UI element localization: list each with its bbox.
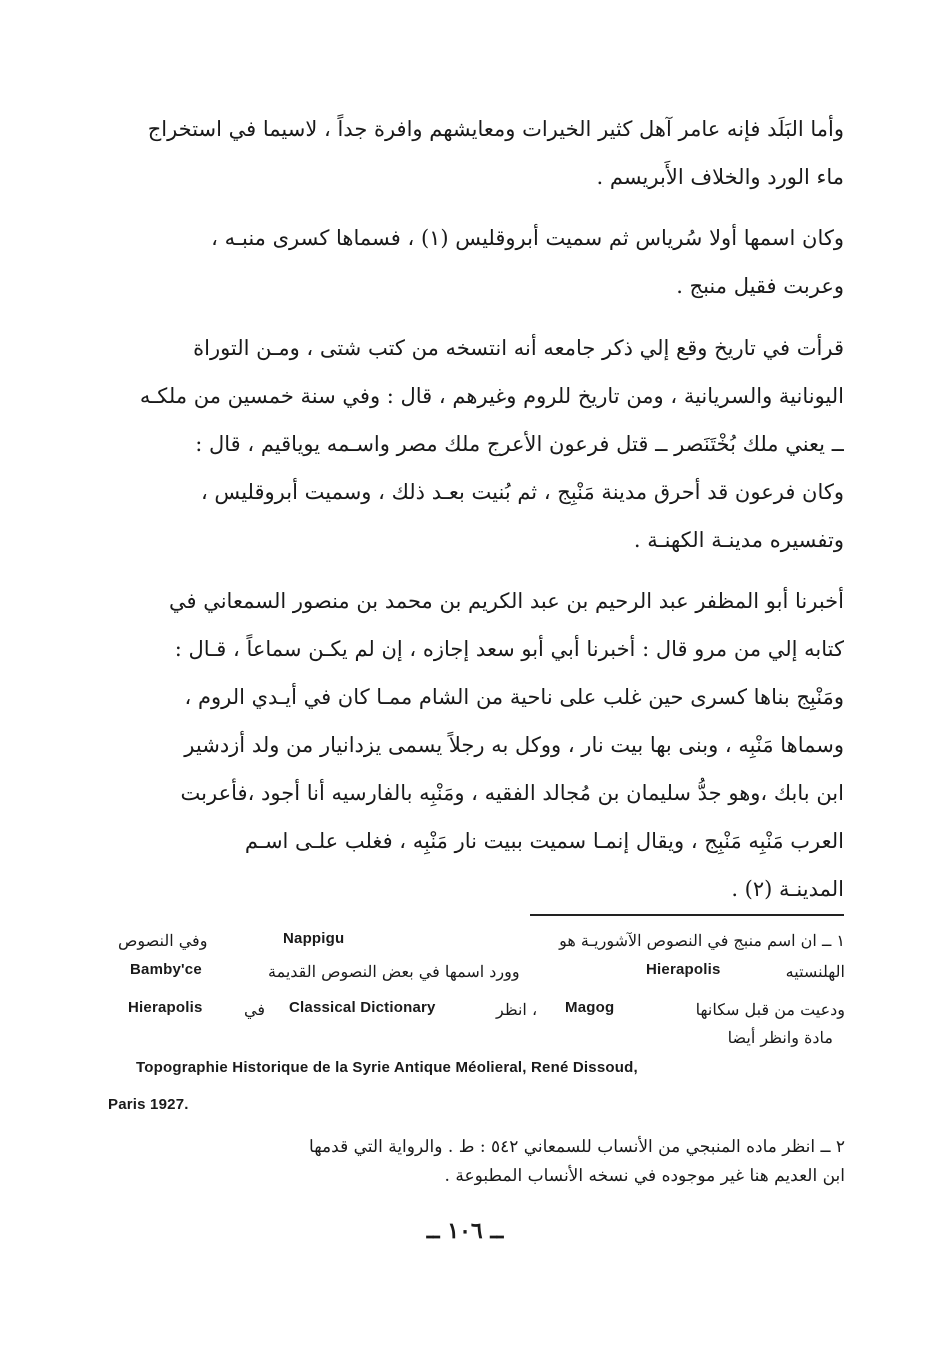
text-line: قرأت في تاريخ وقع إلي ذكر جامعه أنه انتسخه من كتب شتى ، ومـن التوراة: [193, 336, 844, 360]
page-number: ــ ١٠٦ ــ: [426, 1218, 504, 1244]
footnote-1-reference: Topographie Historique de la Syrie Antique Méolieral, René Dissoud,: [136, 1059, 638, 1076]
footnote-1-line-1-arabic-end: وفي النصوص: [118, 931, 208, 950]
text-line: ماء الورد والخلاف الأَبريسم .: [596, 165, 844, 189]
text-line: المدينـة (٢) .: [731, 877, 844, 901]
paragraph-2: [108, 214, 844, 310]
footnote-1-line-4-arabic: مادة وانظر أيضا: [727, 1028, 833, 1047]
text-line: وتفسيره مدينـة الكهنـة .: [633, 528, 844, 552]
footnote-1-term-nappigu: Nappigu: [283, 930, 345, 947]
text-line: كتابه إلي من مرو قال : أخبرنا أبي أبو سعد إجازه ، إن لم يكـن سماعاً ، قـال :: [174, 637, 844, 661]
text-line: اليونانية والسريانية ، ومن تاريخ للروم وغيرهم ، قال : وفي سنة خمسين من ملكـه: [139, 384, 844, 408]
text-line: أخبرنا أبو المظفر عبد الرحيم بن عبد الكريم بن محمد بن منصور السمعاني في: [168, 589, 844, 613]
footnote-2-line-1: ٢ ــ انظر ماده المنبجي من الأنساب للسمعاني ٥٤٢ : ط . والرواية التي قدمها: [309, 1137, 845, 1157]
footnote-2-line-2: ابن العديم هنا غير موجوده في نسخه الأنساب المطبوعة .: [444, 1166, 845, 1186]
footnote-1-line-3-arabic-in: في: [244, 1000, 265, 1019]
footnote-1-line-1-arabic: ١ ــ ان اسم منبج في النصوص الآشوريـة هو: [559, 931, 845, 950]
footnote-1-line-3-arabic-see: ، انظر: [496, 1000, 538, 1019]
text-line: ابن بابك ،وهو جدُّ سليمان بن مُجالد الفقيه ، ومَنْبِه بالفارسيه أنا أجود ،فأعربت: [180, 781, 844, 805]
footnote-1-term-classical-dictionary: Classical Dictionary: [289, 999, 436, 1016]
text-line: ــ يعني ملك بُخْتَنَصر ــ قتل فرعون الأعرج ملك مصر واسـمه يوياقيم ، قال :: [195, 432, 844, 456]
footnote-1-line-2-arabic-mid: وورد اسمها في بعض النصوص القديمة: [268, 962, 520, 981]
footnote-1-term-magog: Magog: [565, 999, 615, 1016]
paragraph-3: [108, 324, 844, 564]
footnote-1-term-bambyce: Bamby'ce: [130, 961, 202, 978]
paragraph-1: [108, 105, 844, 201]
footnote-1-line-2-arabic: الهلنستيه: [785, 962, 845, 981]
text-line: وأما البَلَد فإنه عامر آهل كثير الخيرات ومعايشهم وافرة جداً ، لاسيما في استخراج: [147, 117, 844, 141]
paragraph-4: [108, 577, 844, 913]
text-line: وسماها مَنْبِه ، وبنى بها بيت نار ، ووكل به رجلاً يسمى يزدانيار من ولد أزدشير: [184, 733, 844, 757]
text-line: وعربت فقيل منبج .: [676, 274, 844, 298]
text-line: وكان اسمها أولا سُرياس ثم سميت أبروقليس (١) ، فسماها كسرى منبـه ،: [211, 226, 844, 250]
footnote-1-reference-place: Paris 1927.: [108, 1096, 189, 1113]
footnote-1-term-hierapolis: Hierapolis: [646, 961, 721, 978]
text-line: وكان فرعون قد أحرق مدينة مَنْبِج ، ثم بُنيت بعـد ذلك ، وسميت أبروقليس ،: [200, 480, 844, 504]
text-line: ومَنْبِج بناها كسرى حين غلب على ناحية من الشام ممـا كان في أيـدي الروم ،: [184, 685, 844, 709]
text-line: العرب مَنْبِه مَنْبِج ، ويقال إنمـا سميت ببيت نار مَنْبِه ، فغلب علـى اسـم: [244, 829, 844, 853]
footnote-1-line-3-arabic: ودعيت من قبل سكانها: [695, 1000, 845, 1019]
footnote-divider: [530, 914, 844, 916]
footnote-1-term-hierapolis-2: Hierapolis: [128, 999, 203, 1016]
